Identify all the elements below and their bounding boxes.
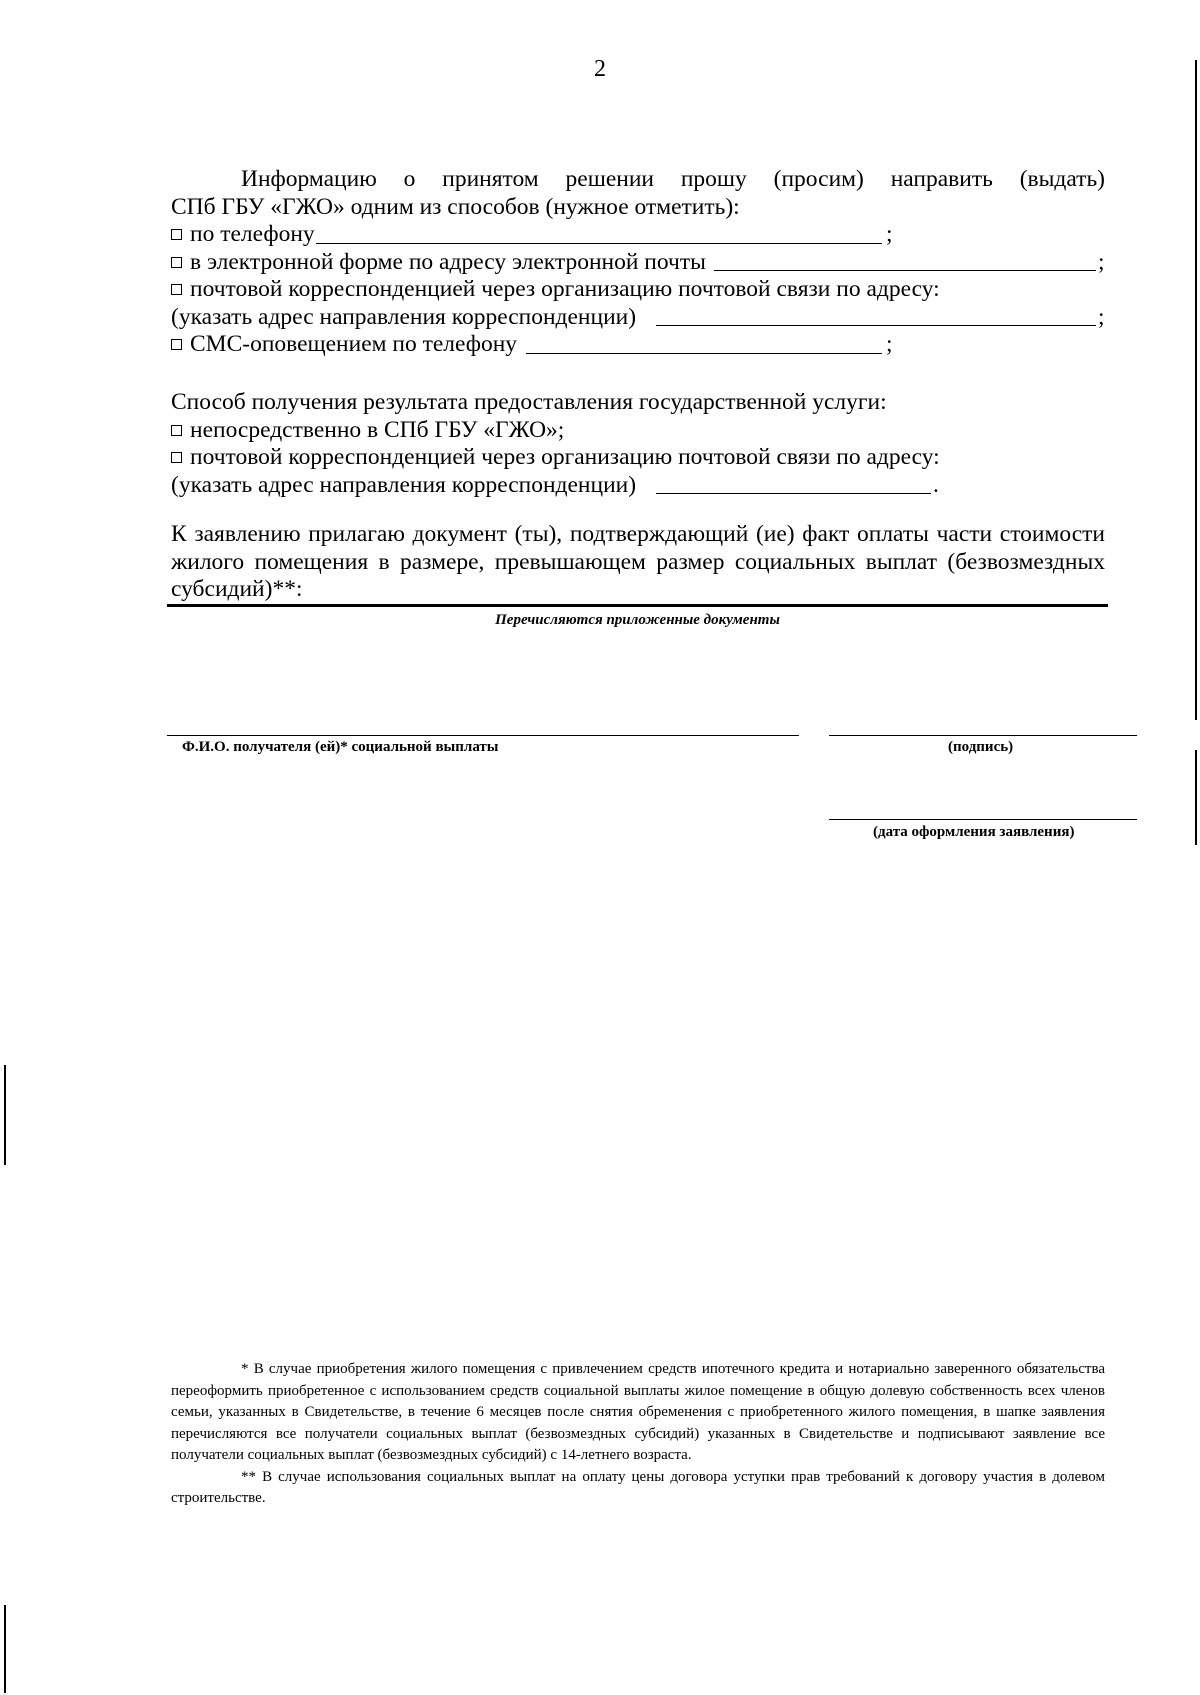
option-in-person-label: непосредственно в СПб ГБУ «ГЖО»; xyxy=(190,416,565,443)
scan-edge-right xyxy=(1195,60,1197,720)
scan-edge-left xyxy=(4,1065,6,1165)
checkbox-in-person[interactable] xyxy=(171,425,182,436)
name-input-line[interactable] xyxy=(167,735,799,736)
option-email-label: в электронной форме по адресу электронной почты xyxy=(190,248,706,275)
attachments-line1: К заявлению прилагаю документ (ты), подтверждающий (ие) факт оплаты части стоимости xyxy=(171,521,1105,547)
option-mail-label: почтовой корреспонденцией через организацию почтовой связи по адресу: xyxy=(190,276,940,302)
option-mail[interactable] xyxy=(171,276,1105,304)
option-phone-end: ; xyxy=(886,221,893,247)
option-phone-label: по телефону xyxy=(190,221,315,247)
option-email[interactable] xyxy=(171,249,1105,277)
mail-address-input-line[interactable] xyxy=(656,325,1096,326)
date-input-line[interactable] xyxy=(829,819,1137,820)
result-address-end: . xyxy=(933,471,939,498)
result-address-label: (указать адрес направления корреспонденции) xyxy=(171,471,637,498)
mail-address-end: ; xyxy=(1098,303,1105,330)
option-sms-label: СМС-оповещением по телефону xyxy=(190,331,518,357)
option-phone[interactable] xyxy=(171,221,1105,249)
notification-intro-line2: СПб ГБУ «ГЖО» одним из способов (нужное отметить): xyxy=(171,193,740,220)
checkbox-sms[interactable] xyxy=(171,339,182,350)
result-method-title: Способ получения результата предоставления государственной услуги: xyxy=(171,389,887,415)
notification-section xyxy=(171,166,1105,359)
option-email-end: ; xyxy=(1098,248,1105,275)
signature-input-line[interactable] xyxy=(829,735,1137,736)
checkbox-mail[interactable] xyxy=(171,284,182,295)
scan-edge-left-bottom xyxy=(4,1605,6,1693)
page-number: 2 xyxy=(594,56,606,82)
notification-intro-line1: Информацию о принятом решении прошу (просим) направить (выдать) xyxy=(241,166,1105,192)
footnote-second: ** В случае использования социальных выплат на оплату цены договора уступки прав требований к договору участия в долевом строительстве. xyxy=(171,1468,1105,1506)
option-result-mail[interactable] xyxy=(171,444,1105,472)
checkbox-email[interactable] xyxy=(171,257,182,268)
mail-address-row[interactable] xyxy=(171,304,1105,332)
date-caption: (дата оформления заявления) xyxy=(873,824,1075,840)
option-in-person[interactable] xyxy=(171,417,1105,445)
sms-input-line[interactable] xyxy=(526,353,882,354)
option-sms[interactable] xyxy=(171,331,1105,359)
attachments-input-line[interactable] xyxy=(167,604,1108,607)
result-address-input-line[interactable] xyxy=(656,493,931,494)
option-result-mail-label: почтовой корреспонденцией через организацию почтовой связи по адресу: xyxy=(190,444,940,470)
email-input-line[interactable] xyxy=(714,270,1096,271)
mail-address-label: (указать адрес направления корреспонденции) xyxy=(171,303,637,330)
option-sms-end: ; xyxy=(886,331,893,357)
result-method-section xyxy=(171,389,1105,499)
attachments-line3: субсидий)**: xyxy=(171,576,303,602)
signature-caption: (подпись) xyxy=(948,739,1014,755)
phone-input-line[interactable] xyxy=(316,243,882,244)
checkbox-phone[interactable] xyxy=(171,229,182,240)
footnote-first: * В случае приобретения жилого помещения с привлечением средств ипотечного кредита и нотариально заверенного обязательства переоформить приобретенное с использованием средств социальной выплаты жилое помещение в общую долевую собственность всех членов семьи, указанных в Свидетельстве, в течение 6 месяцев после снятия обременения с приобретенного жилого помещения, в шапке заявления перечисляются все получатели социальных выплат (безвозмездных субсидий) указанных в Свидетельстве и подписывают заявление все получатели социальных выплат (безвозмездных субсидий) с 14-летнего возраста. xyxy=(171,1361,1105,1463)
attachments-section xyxy=(171,521,1105,604)
attachments-line2: жилого помещения в размере, превышающем размер социальных выплат (безвозмездных xyxy=(171,548,1105,575)
name-caption: Ф.И.О. получателя (ей)* социальной выплаты xyxy=(182,739,499,755)
attachments-caption: Перечисляются приложенные документы xyxy=(495,612,780,628)
result-address-row[interactable] xyxy=(171,472,1105,500)
checkbox-result-mail[interactable] xyxy=(171,452,182,463)
scan-edge-right-lower xyxy=(1195,750,1197,845)
footnotes xyxy=(171,1359,1105,1510)
